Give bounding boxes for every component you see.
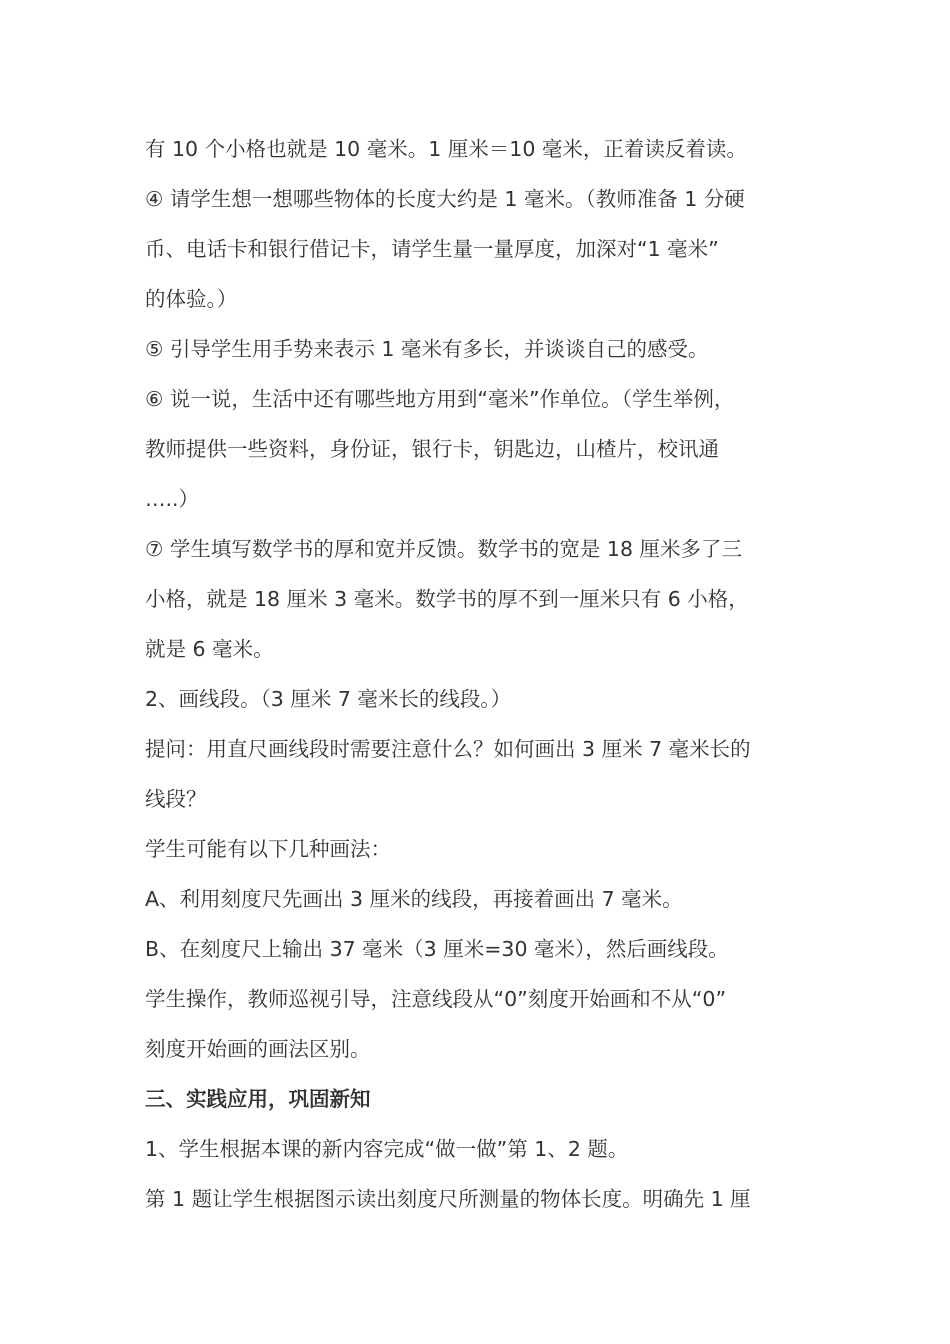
- text-line: 学生可能有以下几种画法：: [145, 837, 391, 861]
- text-line: 小格，就是 18 厘米 3 毫米。数学书的厚不到一厘米只有 6 小格，: [145, 587, 749, 611]
- text-line: 线段？: [145, 787, 207, 811]
- section-heading: 三、实践应用，巩固新知: [145, 1087, 371, 1111]
- text-line: 学生操作，教师巡视引导，注意线段从“0”刻度开始画和不从“0”: [145, 987, 727, 1011]
- text-line: …..）: [145, 487, 200, 511]
- text-line: ⑥ 说一说，生活中还有哪些地方用到“毫米”作单位。（学生举例，: [145, 387, 735, 411]
- text-line: A、利用刻度尺先画出 3 厘米的线段，再接着画出 7 毫米。: [145, 887, 683, 911]
- text-line: 的体验。）: [145, 287, 238, 311]
- text-line: 2、画线段。（3 厘米 7 毫米长的线段。）: [145, 687, 512, 711]
- text-line: ⑦ 学生填写数学书的厚和宽并反馈。数学书的宽是 18 厘米多了三: [145, 537, 743, 561]
- text-line: 有 10 个小格也就是 10 毫米。1 厘米＝10 毫米，正着读反着读。: [145, 137, 747, 161]
- text-line: 教师提供一些资料，身份证，银行卡，钥匙边，山楂片，校讯通: [145, 437, 719, 461]
- document-page: [145, 124, 825, 1224]
- text-line: 1、学生根据本课的新内容完成“做一做”第 1、2 题。: [145, 1137, 629, 1161]
- text-line: 第 1 题让学生根据图示读出刻度尺所测量的物体长度。明确先 1 厘: [145, 1187, 751, 1211]
- text-line: ④ 请学生想一想哪些物体的长度大约是 1 毫米。（教师准备 1 分硬: [145, 187, 745, 211]
- text-line: 就是 6 毫米。: [145, 637, 274, 661]
- text-line: 提问：用直尺画线段时需要注意什么？如何画出 3 厘米 7 毫米长的: [145, 737, 751, 761]
- text-line: 刻度开始画的画法区别。: [145, 1037, 371, 1061]
- text-line: 币、电话卡和银行借记卡，请学生量一量厚度，加深对“1 毫米”: [145, 237, 719, 261]
- text-line: ⑤ 引导学生用手势来表示 1 毫米有多长，并谈谈自己的感受。: [145, 337, 709, 361]
- text-line: B、在刻度尺上输出 37 毫米（3 厘米=30 毫米），然后画线段。: [145, 937, 729, 961]
